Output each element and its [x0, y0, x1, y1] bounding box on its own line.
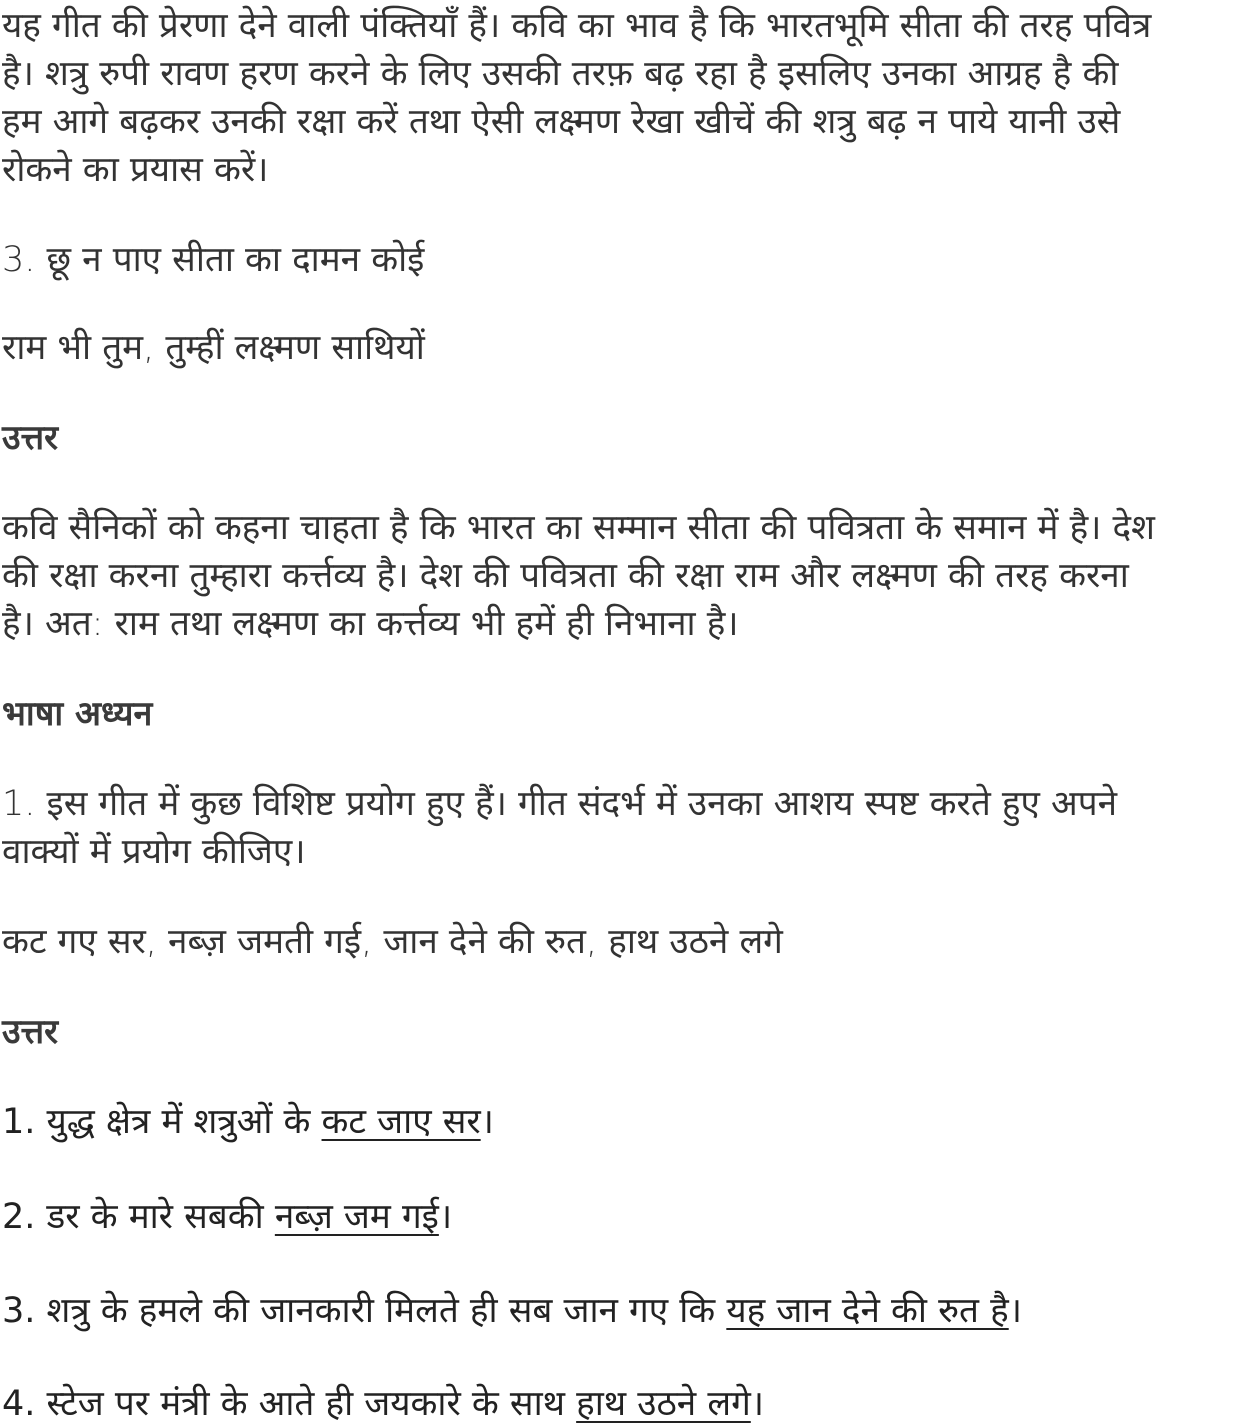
underlined-phrase: यह जान देने की रुत है — [726, 1291, 1009, 1331]
answer-item-text: 2. डर के मारे सबकी — [2, 1197, 275, 1237]
answer-item-end: । — [1008, 1291, 1022, 1331]
answer-heading: उत्तर — [2, 1012, 59, 1052]
question-line: वाक्यों में प्रयोग कीजिए। — [2, 832, 306, 872]
question-line: 1. इस गीत में कुछ विशिष्ट प्रयोग हुए हैं। गीत संदर्भ में उनका आशय स्पष्ट करते हुए अपने — [2, 784, 1118, 824]
answer-item-end: । — [438, 1197, 453, 1237]
answer-line: कवि सैनिकों को कहना चाहता है कि भारत का सम्मान सीता की पवित्रता के समान में है। देश — [2, 508, 1155, 548]
question-3-line-1: 3. छू न पाए सीता का दामन कोई — [2, 240, 425, 280]
underlined-phrase: हाथ उठने लगे — [576, 1384, 751, 1424]
answer-item — [2, 1098, 1234, 1146]
intro-line: यह गीत की प्रेरणा देने वाली पंक्तियाँ हैं। कवि का भाव है कि भारतभूमि सीता की तरह पवित्र — [2, 6, 1152, 46]
answer-item-text: 4. स्टेज पर मंत्री के आते ही जयकारे के साथ — [2, 1384, 577, 1424]
answer-item-end: । — [750, 1384, 765, 1424]
intro-line: रोकने का प्रयास करें। — [2, 150, 269, 190]
answer-item-text: 3. शत्रु के हमले की जानकारी मिलते ही सब जान गए कि — [2, 1291, 727, 1331]
intro-line: हम आगे बढ़कर उनकी रक्षा करें तथा ऐसी लक्ष्मण रेखा खीचें की शत्रु बढ़ न पाये यानी उसे — [2, 102, 1121, 142]
language-study-question — [2, 780, 1234, 876]
underlined-phrase: कट जाए सर — [321, 1102, 481, 1142]
answer-item-text: 1. युद्ध क्षेत्र में शत्रुओं के — [2, 1102, 322, 1142]
language-study-heading: भाषा अध्यन — [2, 694, 153, 734]
answer-item — [2, 1193, 1234, 1241]
answer-line: की रक्षा करना तुम्हारा कर्त्तव्य है। देश की पवित्रता की रक्षा राम और लक्ष्मण की तरह करना — [2, 556, 1129, 596]
answer-3-paragraph — [2, 504, 1234, 648]
question-3-line-2: राम भी तुम, तुम्हीं लक्ष्मण साथियों — [2, 328, 425, 368]
intro-line: है। शत्रु रुपी रावण हरण करने के लिए उसकी तरफ़ बढ़ रहा है इसलिए उनका आग्रह है की — [2, 54, 1119, 94]
answer-line: है। अत: राम तथा लक्ष्मण का कर्त्तव्य भी हमें ही निभाना है। — [2, 604, 739, 644]
intro-paragraph — [2, 2, 1234, 194]
answer-item-end: । — [480, 1102, 494, 1142]
answer-heading: उत्तर — [2, 418, 59, 458]
phrases-line: कट गए सर, नब्ज़ जमती गई, जान देने की रुत, हाथ उठने लगे — [2, 922, 783, 962]
underlined-phrase: नब्ज़ जम गई — [274, 1197, 439, 1237]
answer-item — [2, 1287, 1234, 1335]
answer-item — [2, 1380, 1234, 1428]
